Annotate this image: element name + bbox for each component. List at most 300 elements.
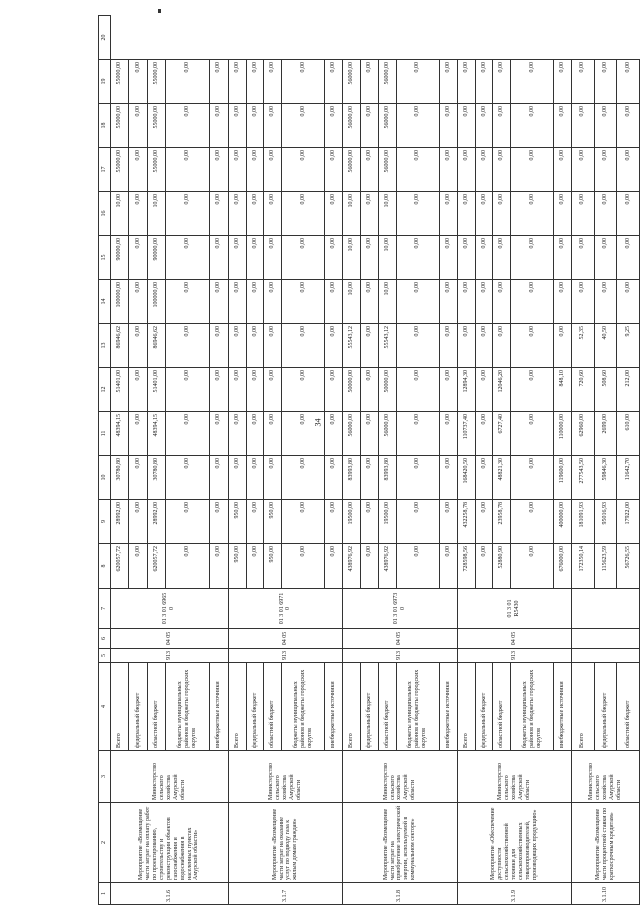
funding-source: бюджеты муниципальных районов и бюджеты городских округов [396,663,439,751]
amount-cell: 110000,00 [554,412,572,456]
amount-cell: 0,00 [325,280,343,324]
amount-cell: 0,00 [457,148,475,192]
amount-cell: 0,00 [396,60,439,104]
amount-cell: 277543,50 [572,456,595,500]
column-number-header: 4 [99,663,111,751]
amount-cell: 0,00 [361,324,379,368]
column-number-header: 17 [99,148,111,192]
section-code: 04 05 [457,629,571,649]
section-code: 04 05 [111,629,229,649]
amount-cell: 0,00 [475,192,493,236]
amount-cell: 10,00 [147,192,165,236]
table-body [111,16,640,905]
amount-cell: 0,00 [439,500,457,544]
funding-source: бюджеты муниципальных районов и бюджеты городских округов [166,663,210,751]
amount-cell: 0,00 [325,104,343,148]
amount-cell: 0,00 [493,60,511,104]
amount-cell: 0,00 [554,104,572,148]
amount-cell: 0,00 [396,456,439,500]
measure-name: Мероприятие «Возмещение части затрат на оплату работ по проектированию, строительству и реконструкции объектов газоснабжения и водоснабжения в населенных пунктах Амурской области» [111,803,229,883]
amount-cell: 0,00 [282,192,325,236]
amount-cell: 0,00 [129,60,147,104]
amount-cell: 0,00 [228,280,246,324]
amount-cell: 0,00 [511,60,554,104]
amount-cell: 0,00 [475,324,493,368]
amount-cell: 0,00 [361,60,379,104]
amount-cell: 0,00 [246,500,264,544]
amount-cell: 0,00 [166,412,210,456]
column-number-header: 13 [99,324,111,368]
amount-cell: 23958,78 [493,500,511,544]
amount-cell: 0,00 [361,412,379,456]
amount-cell: 0,00 [396,500,439,544]
amount-cell: 0,00 [210,456,229,500]
page-number: 34 [313,418,323,427]
amount-cell: 0,00 [617,60,640,104]
amount-cell: 0,00 [554,324,572,368]
amount-cell: 83993,80 [378,456,396,500]
funding-source: внебюджетные источники [210,663,229,751]
amount-cell: 0,00 [264,412,282,456]
amount-cell: 0,00 [325,368,343,412]
amount-cell: 0,00 [166,324,210,368]
amount-cell: 56000,00 [378,148,396,192]
target-article-code: 01 3 01 6965 0 [111,589,229,629]
amount-cell: 0,00 [210,192,229,236]
amount-cell: 0,00 [594,104,617,148]
grbs-code: 913 [228,649,342,663]
funding-source: областной бюджет [617,663,640,751]
funding-source: федеральный бюджет [129,663,147,751]
amount-cell: 0,00 [282,456,325,500]
amount-cell: 9,25 [617,324,640,368]
amount-cell: 0,00 [572,236,595,280]
measure-name: Мероприятие «Возмещение части процентной ставки по краткосрочным кредитам» [572,803,640,883]
amount-cell: 676000,00 [554,544,572,589]
grbs-code: 913 [111,649,229,663]
amount-cell: 0,00 [475,148,493,192]
amount-cell: 0,00 [325,500,343,544]
amount-cell: 10,00 [378,236,396,280]
amount-cell: 0,00 [325,456,343,500]
funding-source: внебюджетные источники [554,663,572,751]
amount-cell: 0,00 [228,324,246,368]
amount-cell: 0,00 [210,324,229,368]
amount-cell: 10,00 [378,192,396,236]
amount-cell: 6727,40 [493,412,511,456]
column-number-header: 16 [99,192,111,236]
amount-cell: 0,00 [129,456,147,500]
scan-mark [158,9,161,13]
amount-cell: 0,00 [396,148,439,192]
amount-cell: 620057,72 [147,544,165,589]
amount-cell: 950,00 [228,544,246,589]
column-number-header: 6 [99,629,111,649]
amount-cell: 51401,00 [147,368,165,412]
section-code: 04 05 [228,629,342,649]
amount-cell: 52880,90 [493,544,511,589]
amount-cell: 90000,00 [111,236,129,280]
amount-cell: 0,00 [264,280,282,324]
amount-cell: 30780,80 [111,456,129,500]
amount-cell: 0,00 [475,412,493,456]
amount-cell: 0,00 [617,148,640,192]
amount-cell: 0,00 [361,236,379,280]
amount-cell: 0,00 [325,544,343,589]
amount-cell: 0,00 [457,280,475,324]
amount-cell: 0,00 [457,192,475,236]
target-article-code: 01 3 01 6973 0 [343,589,457,629]
executor: Министерство сельского хозяйства Амурской области [343,751,457,803]
amount-cell: 12894,30 [457,368,475,412]
amount-cell: 51401,00 [111,368,129,412]
amount-cell: 0,00 [361,280,379,324]
amount-cell: 0,00 [493,324,511,368]
amount-cell: 50000,00 [378,368,396,412]
item-number: 3.1.6 [111,883,229,905]
column-number-header: 7 [99,589,111,629]
amount-cell: 0,00 [457,104,475,148]
amount-cell: 0,00 [210,368,229,412]
funding-source: областной бюджет [264,663,282,751]
amount-cell: 0,00 [617,104,640,148]
amount-cell: 55000,00 [147,60,165,104]
amount-cell: 0,00 [361,104,379,148]
amount-cell: 56000,00 [378,60,396,104]
section-code [572,629,640,649]
amount-cell: 0,00 [325,236,343,280]
amount-cell: 56000,00 [343,104,361,148]
amount-cell: 0,00 [439,60,457,104]
column-number-header: 8 [99,544,111,589]
funding-source: Всего [228,663,246,751]
grbs-code: 913 [343,649,457,663]
amount-cell: 0,00 [325,192,343,236]
column-number-header: 2 [99,803,111,883]
column-number-header: 9 [99,500,111,544]
funding-source: областной бюджет [493,663,511,751]
amount-cell: 48394,15 [111,412,129,456]
amount-cell: 400000,00 [554,500,572,544]
amount-cell: 0,00 [210,60,229,104]
amount-cell: 181091,93 [572,500,595,544]
amount-cell: 12046,20 [493,368,511,412]
amount-cell: 40,50 [594,324,617,368]
amount-cell: 0,00 [439,324,457,368]
amount-cell: 0,00 [396,104,439,148]
amount-cell: 0,00 [264,324,282,368]
amount-cell: 0,00 [493,280,511,324]
amount-cell: 0,00 [457,324,475,368]
table-row [228,16,246,905]
amount-cell: 83993,80 [343,456,361,500]
amount-cell: 55000,00 [111,148,129,192]
amount-cell: 119600,00 [554,456,572,500]
amount-cell: 0,00 [493,148,511,192]
amount-cell: 0,00 [396,412,439,456]
amount-cell: 0,00 [396,324,439,368]
amount-cell: 0,00 [511,148,554,192]
column-number-header: 11 [99,412,111,456]
amount-cell: 0,00 [166,544,210,589]
amount-cell: 0,00 [282,236,325,280]
amount-cell: 720,60 [572,368,595,412]
amount-cell: 0,00 [129,192,147,236]
amount-cell: 0,00 [166,192,210,236]
amount-cell: 0,00 [439,368,457,412]
amount-cell: 10,00 [343,280,361,324]
amount-cell: 55000,00 [147,148,165,192]
amount-cell: 0,00 [246,412,264,456]
funding-source: федеральный бюджет [361,663,379,751]
column-number-header: 12 [99,368,111,412]
amount-cell: 19500,00 [343,500,361,544]
amount-cell: 0,00 [166,148,210,192]
amount-cell: 0,00 [572,104,595,148]
amount-cell: 0,00 [511,456,554,500]
amount-cell: 0,00 [325,60,343,104]
amount-cell: 0,00 [457,236,475,280]
amount-cell: 0,00 [282,324,325,368]
executor: Министерство сельского хозяйства Амурской области [572,751,640,803]
amount-cell: 0,00 [475,500,493,544]
amount-cell: 0,00 [129,104,147,148]
amount-cell: 0,00 [228,192,246,236]
amount-cell: 52,35 [572,324,595,368]
measure-name: Мероприятие «Возмещение части затрат на оказание услуг по подводу газа к жилым домам граждан» [228,803,342,883]
amount-cell: 0,00 [282,148,325,192]
amount-cell: 0,00 [228,412,246,456]
amount-cell: 48394,15 [147,412,165,456]
amount-cell: 0,00 [572,192,595,236]
amount-cell: 432258,78 [457,500,475,544]
amount-cell: 0,00 [396,280,439,324]
amount-cell: 0,00 [129,324,147,368]
amount-cell: 0,00 [246,368,264,412]
amount-cell: 0,00 [282,368,325,412]
amount-cell: 0,00 [617,236,640,280]
amount-cell: 0,00 [166,60,210,104]
amount-cell: 0,00 [246,60,264,104]
amount-cell: 0,00 [511,280,554,324]
amount-cell: 0,00 [617,192,640,236]
amount-cell: 0,00 [210,412,229,456]
amount-cell: 0,00 [325,324,343,368]
amount-cell: 950,00 [228,500,246,544]
amount-cell: 950,00 [264,500,282,544]
amount-cell: 0,00 [210,104,229,148]
amount-cell: 95016,93 [594,500,617,544]
amount-cell: 10,00 [343,192,361,236]
amount-cell: 0,00 [246,456,264,500]
amount-cell: 0,00 [129,368,147,412]
amount-cell: 56000,00 [343,60,361,104]
budget-table [98,15,640,905]
amount-cell: 0,00 [228,456,246,500]
column-number-header: 15 [99,236,111,280]
amount-cell: 0,00 [228,104,246,148]
amount-cell: 950,00 [264,544,282,589]
measure-name: Мероприятие «Обеспечение доступности сельскохозяйственной техники для сельскохозяйственных товаропроизводителей, производящих продукцию» [457,803,571,883]
amount-cell: 0,00 [246,280,264,324]
amount-cell: 0,00 [264,236,282,280]
amount-cell: 0,00 [246,544,264,589]
amount-cell: 0,00 [361,544,379,589]
amount-cell: 0,00 [594,192,617,236]
amount-cell: 0,00 [396,368,439,412]
funding-source: внебюджетные источники [325,663,343,751]
amount-cell: 0,00 [210,280,229,324]
amount-cell: 0,00 [572,280,595,324]
amount-cell: 0,00 [511,192,554,236]
funding-source: Всего [343,663,361,751]
amount-cell: 728598,56 [457,544,475,589]
amount-cell: 56000,00 [378,412,396,456]
amount-cell: 55000,00 [147,104,165,148]
amount-cell: 100000,00 [147,280,165,324]
amount-cell: 0,00 [511,412,554,456]
item-number: 3.1.7 [228,883,342,905]
amount-cell: 0,00 [554,280,572,324]
funding-source: внебюджетные источники [439,663,457,751]
amount-cell: 0,00 [264,60,282,104]
amount-cell: 0,00 [493,104,511,148]
document-sheet [98,34,640,905]
amount-cell: 508,60 [594,368,617,412]
funding-source: федеральный бюджет [475,663,493,751]
funding-source: бюджеты муниципальных районов и бюджеты городских округов [511,663,554,751]
funding-source: федеральный бюджет [246,663,264,751]
amount-cell: 11642,70 [617,456,640,500]
amount-cell: 0,00 [361,192,379,236]
amount-cell: 56000,00 [378,104,396,148]
amount-cell: 0,00 [572,148,595,192]
amount-cell: 610,00 [617,412,640,456]
amount-cell: 0,00 [493,192,511,236]
table-row [111,16,129,905]
amount-cell: 0,00 [166,104,210,148]
amount-cell: 438976,92 [378,544,396,589]
amount-cell: 0,00 [264,104,282,148]
funding-source: федеральный бюджет [594,663,617,751]
amount-cell: 0,00 [210,500,229,544]
amount-cell: 0,00 [511,368,554,412]
amount-cell: 86946,62 [111,324,129,368]
amount-cell: 10,00 [111,192,129,236]
amount-cell: 30780,80 [147,456,165,500]
amount-cell: 48821,30 [493,456,511,500]
column-number-header: 18 [99,104,111,148]
amount-cell: 0,00 [282,104,325,148]
amount-cell: 0,00 [282,544,325,589]
amount-cell: 0,00 [439,456,457,500]
amount-cell: 172350,14 [572,544,595,589]
amount-cell: 0,00 [361,456,379,500]
amount-cell: 0,00 [246,236,264,280]
target-article-code: 01 3 01 R5430 [457,589,571,629]
amount-cell: 0,00 [439,412,457,456]
funding-source: областной бюджет [378,663,396,751]
amount-cell: 0,00 [439,544,457,589]
amount-cell: 10,00 [378,280,396,324]
column-number-header: 20 [99,16,111,60]
amount-cell: 0,00 [396,236,439,280]
amount-cell: 0,00 [129,544,147,589]
amount-cell: 0,00 [129,500,147,544]
amount-cell: 0,00 [264,148,282,192]
amount-cell: 0,00 [166,500,210,544]
column-number-header: 10 [99,456,111,500]
column-number-header: 14 [99,280,111,324]
amount-cell: 0,00 [457,60,475,104]
amount-cell: 0,00 [594,148,617,192]
amount-cell: 0,00 [210,544,229,589]
amount-cell: 59846,30 [594,456,617,500]
amount-cell: 0,00 [228,236,246,280]
amount-cell: 212,00 [617,368,640,412]
funding-source: бюджеты муниципальных районов и бюджеты городских округов [282,663,325,751]
amount-cell: 0,00 [228,148,246,192]
amount-cell: 0,00 [246,324,264,368]
amount-cell: 0,00 [439,236,457,280]
funding-source: Всего [572,663,595,751]
amount-cell: 0,00 [210,148,229,192]
grbs-code: 913 [457,649,571,663]
column-number-header: 1 [99,883,111,905]
amount-cell: 56726,55 [617,544,640,589]
amount-cell: 0,00 [439,192,457,236]
amount-cell: 0,00 [129,236,147,280]
amount-cell: 0,00 [246,148,264,192]
column-number-header: 5 [99,649,111,663]
amount-cell: 0,00 [493,236,511,280]
amount-cell: 0,00 [439,104,457,148]
amount-cell: 115623,59 [594,544,617,589]
item-number: 3.1.9 [457,883,571,905]
amount-cell: 0,00 [282,280,325,324]
amount-cell: 0,00 [511,236,554,280]
amount-cell: 110737,40 [457,412,475,456]
amount-cell: 0,00 [511,104,554,148]
amount-cell: 0,00 [361,148,379,192]
amount-cell: 0,00 [246,104,264,148]
amount-cell: 10,00 [343,236,361,280]
amount-cell: 0,00 [264,456,282,500]
amount-cell: 55543,12 [378,324,396,368]
amount-cell: 0,00 [129,280,147,324]
amount-cell: 0,00 [475,236,493,280]
amount-cell: 0,00 [282,412,325,456]
amount-cell: 62960,00 [572,412,595,456]
amount-cell: 0,00 [554,192,572,236]
amount-cell: 0,00 [246,192,264,236]
amount-cell: 0,00 [264,192,282,236]
amount-cell: 0,00 [439,280,457,324]
column-number-header: 19 [99,60,111,104]
amount-cell: 0,00 [475,280,493,324]
amount-cell: 50000,00 [343,368,361,412]
amount-cell: 56000,00 [343,148,361,192]
amount-cell: 0,00 [325,412,343,456]
amount-cell: 0,00 [166,236,210,280]
amount-cell: 56000,00 [343,412,361,456]
amount-cell: 0,00 [572,60,595,104]
amount-cell: 0,00 [617,280,640,324]
executor: Министерство сельского хозяйства Амурской области [111,751,229,803]
amount-cell: 620057,72 [111,544,129,589]
funding-source: Всего [111,663,129,751]
amount-cell: 0,00 [264,368,282,412]
